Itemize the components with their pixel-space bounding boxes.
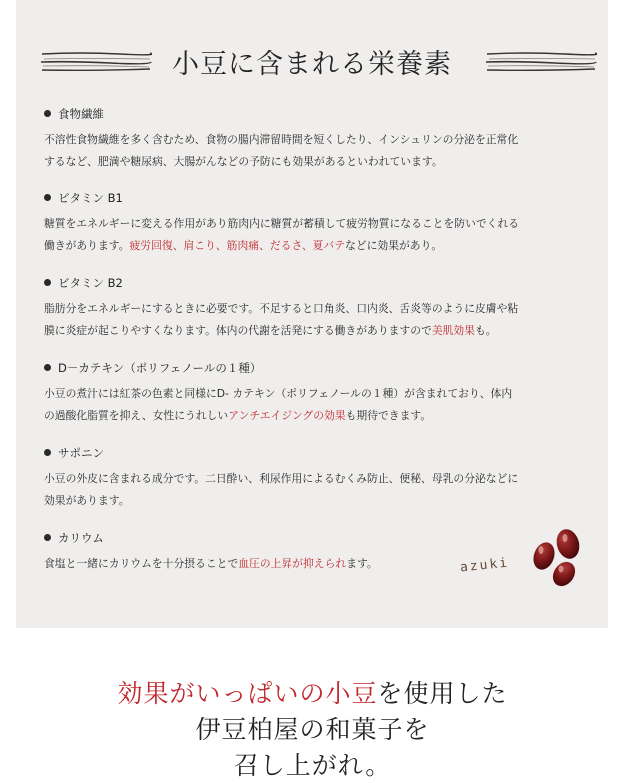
body-line [44,151,584,173]
section-body [44,383,584,427]
section-title: ビタミン B1 [58,191,123,205]
section-body [44,129,584,173]
body-line [44,129,584,151]
body-text: 食塩と一緒にカリウムを十分摂ることで [44,557,239,570]
nutrient-section [44,445,584,512]
body-text: も。 [475,324,497,337]
body-text: 働きがあります。 [44,239,130,252]
section-heading [44,445,584,461]
bullet-icon [44,449,51,456]
bottom-highlight: 効果がいっぱいの小豆 [117,679,378,708]
body-text: 脂肪分をエネルギーにするときに必要です。不足すると口角炎、口内炎、舌炎等のように皮膚や粘 [44,302,519,315]
body-line [44,383,584,405]
body-text: 膜に炎症が起こりやすくなります。体内の代謝を活発にする働きがありますので [44,324,432,337]
body-text: 小豆の煮汁には紅茶の色素と同様にD- カテキン（ポリフェノールの１種）が含まれており、体内 [44,387,513,400]
azuki-beans-icon [524,520,604,590]
bullet-icon [44,279,51,286]
title-deco-right-icon [485,50,597,74]
section-heading [44,360,584,376]
body-text: 糖質をエネルギーに変える作用があり筋肉内に糖質が蓄積して疲労物質になることを防いでくれる [44,217,520,230]
bullet-icon [44,364,51,371]
body-line [44,468,584,490]
section-heading [44,190,584,206]
body-text: ます。 [346,557,378,570]
section-heading [44,275,584,291]
title-row [16,40,608,84]
bullet-icon [44,194,51,201]
section-title: ビタミン B2 [58,276,123,290]
body-line [44,405,584,427]
body-text: などに効果があり。 [345,239,443,252]
body-text: も期待できます。 [345,409,432,422]
body-text: 不溶性食物繊維を多く含むため、食物の腸内滞留時間を短くしたり、インシュリンの分泌を正常化 [44,133,519,146]
section-heading [44,530,584,546]
page-title: 小豆に含まれる栄養素 [172,49,452,80]
section-heading [44,106,584,122]
highlight-text: アンチエイジングの効果 [228,409,346,422]
section-body [44,468,584,512]
nutrient-section [44,360,584,427]
section-body [44,213,584,257]
bullet-icon [44,534,51,541]
body-line [44,298,584,320]
body-line [44,320,584,342]
section-title: D－カテキン（ポリフェノールの１種） [58,361,262,375]
highlight-text: 美肌効果 [431,324,476,337]
bottom-line-2: 伊豆柏屋の和菓子を [195,715,430,744]
body-text: するなど、肥満や糖尿病、大腸がんなどの予防にも効果があるといわれています。 [44,155,443,168]
section-title: 食物繊維 [58,107,104,121]
nutrient-section [44,275,584,342]
bottom-line-3: 召し上がれ。 [233,751,392,780]
body-line [44,235,584,257]
body-text: 小豆の外皮に含まれる成分です。二日酔い、利尿作用によるむくみ防止、便秘、母乳の分泌などに [44,472,519,485]
body-text: の過酸化脂質を抑え、女性にうれしい [44,409,229,422]
highlight-text: 疲労回復、肩こり、筋肉痛、だるさ、夏バテ [129,239,346,252]
bottom-line-1 [0,676,625,711]
body-line [44,490,584,512]
body-text: 効果があります。 [44,494,130,507]
nutrient-section [44,106,584,173]
section-body [44,298,584,342]
nutrition-panel [16,0,608,628]
azuki-label: azuki [459,555,510,576]
body-line [44,213,584,235]
bottom-line-1-rest: を使用した [377,679,508,708]
section-title: サポニン [58,446,104,460]
nutrient-section [44,190,584,257]
highlight-text: 血圧の上昇が抑えられ [238,557,347,570]
bullet-icon [44,110,51,117]
section-title: カリウム [58,531,104,545]
